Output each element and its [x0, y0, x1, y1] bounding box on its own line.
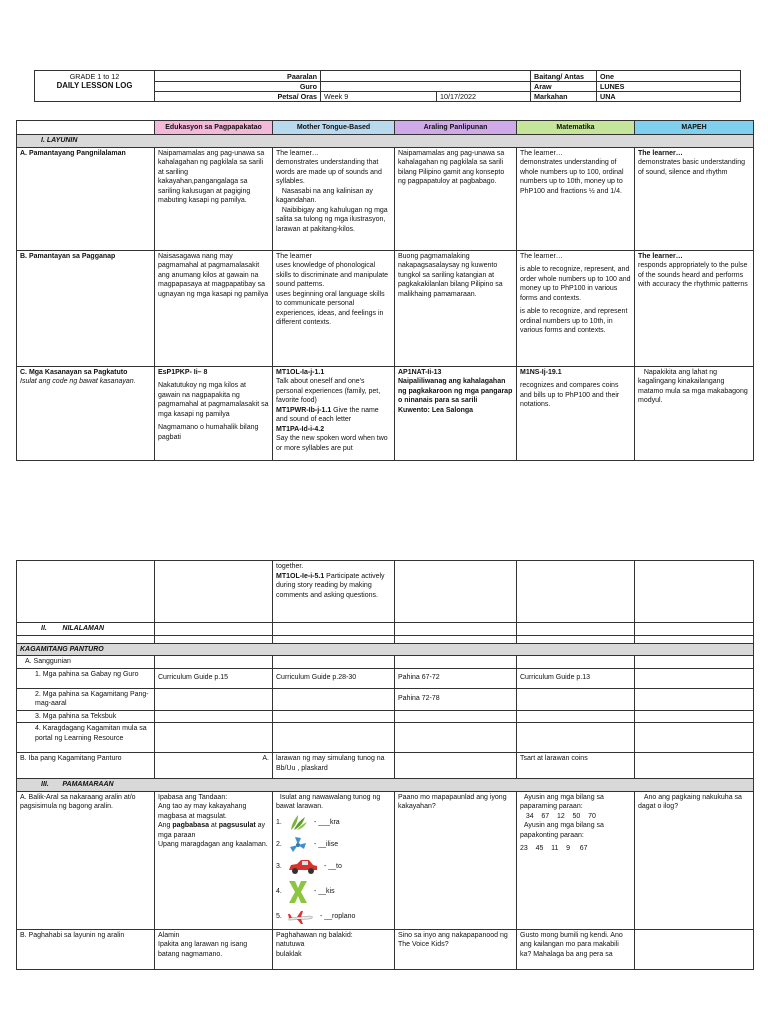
item-number: 5. [276, 912, 282, 920]
b-mat [517, 250, 635, 366]
cont-mtb-code: MT1OL-Ie-i-5.1 [276, 572, 325, 580]
row-kagamitang-pang-mag-aaral [17, 688, 754, 710]
c-mtb [273, 366, 395, 460]
b-ap: Buong pagmamalaking nakapagsasalaysay ng kuwento tungkol sa sariling katangian at pagkakakilanlan bilang Pilipino sa malikhaing pamamaraan. [395, 250, 517, 366]
b-mapeh-2: responds appropriately to the pulse of the sounds heard and performs with accuracy the rhythmic patterns [638, 262, 748, 288]
r4-label: 4. Karagdagang Kagamitan mula sa portal ng Learning Resource [17, 723, 155, 753]
c-mtb-2: Give the name and sound of each letter [276, 406, 379, 423]
row-c-label-cell [17, 366, 155, 460]
b-mtb-2: uses knowledge of phonological skills to discriminate and manipulate sound patterns. [276, 262, 389, 288]
b-mtb-3: uses beginning oral language skills to communicate personal experiences, ideas, and feelings in different contexts. [276, 290, 385, 326]
ra-ap: Paano mo mapapaunlad ang iyong kakayahan? [395, 791, 517, 929]
c-esp-code: EsP1PKP- Ii– 8 [158, 368, 208, 376]
rb-mtb [273, 929, 395, 969]
row-gabay-ng-guro [17, 668, 754, 688]
lesson-log-page-1 [0, 70, 768, 461]
b-kagamitan-mat: Tsart at larawan coins [517, 753, 635, 779]
a-mtb-1: The learner… [276, 149, 319, 157]
c-mat-code: M1NS-Ij-19.1 [520, 368, 562, 376]
row-learning-resource [17, 723, 754, 753]
item-number: 2. [276, 840, 282, 848]
r1-label: 1. Mga pahina sa Gabay ng Guro [17, 668, 155, 688]
c-mtb-code-3: MT1PA-Id-i-4.2 [276, 425, 325, 433]
cont-mtb-2: Participate actively during story reading by making comments and asking questions. [276, 572, 385, 599]
grade-label: GRADE 1 to 12 [69, 72, 120, 82]
rb-esp-1: Alamin [158, 931, 180, 939]
continuation-row [17, 561, 754, 623]
c-mat [517, 366, 635, 460]
b-mat-2: is able to recognize, represent, and order whole numbers up to 100 and money up to PhP100 in various forms and contexts. [520, 266, 631, 302]
a-mat [517, 147, 635, 250]
a-mapeh-2: demonstrates basic understanding of sound, silence and rhythm [638, 159, 746, 176]
rb-mat: Gusto mong bumili ng kendi. Ano ang kailangan mo para makabili ka? Mahalaga ba ang pera sa [517, 929, 635, 969]
c-mtb-code-1: MT1OL-Ia-j-1.1 [276, 368, 325, 376]
markahan-label: Markahan [531, 92, 597, 102]
item-number: 4. [276, 887, 282, 895]
item-text: - __to [324, 862, 342, 870]
ra-mat-4: 23 45 11 9 67 [520, 845, 588, 852]
leaf-icon [286, 814, 310, 832]
x-mark-icon [286, 879, 310, 905]
column-header-row [17, 121, 754, 135]
b-mat-3: is able to recognize, and represent ordinal numbers up to 10th, in various forms and contexts. [520, 308, 628, 334]
row-c-sublabel: Isulat ang code ng bawat kasanayan. [20, 378, 136, 385]
a-mtb-4: Naibibigay ang kahulugan ng mga salita sa tulong ng mga ilustrasyon, larawan at pakitang-kilos. [276, 206, 390, 233]
ra-mtb-item-5 [276, 906, 391, 928]
petsa-label: Petsa/ Oras [155, 92, 321, 102]
c-mtb-code-2: MT1PWR-Ib-j-1.1 [276, 406, 332, 414]
nilalaman-heading: II. NILALAMAN [17, 623, 155, 636]
ra-esp-3c: at [208, 822, 219, 829]
ra-esp-4: Upang maragdagan ang kaalaman. [158, 841, 268, 848]
grade-cell [35, 71, 155, 92]
ra-mtb-item-3 [276, 856, 391, 878]
c-esp-1: Nakatutukoy ng mga kilos at gawain na nagpapakita ng pagmamahal at pagmamalasakit sa mga kasapi ng pamilya [158, 382, 269, 418]
rb-mtb-2: natutuwa [276, 941, 305, 948]
log-title: DAILY LESSON LOG [56, 81, 133, 91]
ra-esp-3d: pagsusulat [218, 822, 256, 829]
item-number: 3. [276, 862, 282, 870]
col-ap: Araling Panlipunan [395, 121, 517, 135]
b-mtb-1: The learner [276, 252, 312, 260]
c-mapeh: Napakikita ang lahat ng kagalingang kinakailangang matamo mula sa mga makabagong modyul. [635, 366, 754, 460]
c-mtb-3: Say the new spoken word when two or more syllables are put [276, 435, 388, 452]
fan-icon [286, 836, 310, 854]
row-a-label: A. Pamantayang Pangnilalaman [17, 147, 155, 250]
row-teksbuk [17, 710, 754, 723]
c-ap-1: Naipaliliwanag ang kahalagahan ng pagkakaroon ng mga pangarap o ninanais para sa sarili [398, 378, 513, 404]
cont-mtb [273, 561, 395, 623]
col-esp: Edukasyon sa Pagpapakatao [155, 121, 273, 135]
r1-ap: Pahina 67-72 [395, 668, 517, 688]
a-mtb-2: demonstrates understanding that words are made up of sounds and syllables. [276, 159, 382, 185]
row-iba-pang-kagamitan [17, 753, 754, 779]
r2-ap: Pahina 72-78 [395, 688, 517, 710]
c-ap-code: AP1NAT-Ii-13 [398, 368, 442, 376]
r1-mat: Curriculum Guide p.13 [517, 668, 635, 688]
item-text: - __roplano [320, 912, 356, 920]
b-mtb [273, 250, 395, 366]
markahan-value: UNA [597, 92, 741, 102]
col-mtb: Mother Tongue-Based [273, 121, 395, 135]
sanggunian-label: A. Sanggunian [17, 656, 155, 669]
araw-value: LUNES [597, 82, 741, 92]
item-number: 1. [276, 818, 282, 826]
ra-mat-3: Ayusin ang mga bilang sa papakonting paraan: [520, 822, 606, 839]
col-mat: Matematika [517, 121, 635, 135]
cont-mtb-1: together. [276, 563, 304, 570]
c-ap [395, 366, 517, 460]
pamamaraan-table [16, 560, 754, 970]
header-table [34, 70, 741, 102]
b-kagamitan-mtb: larawan ng may simulang tunog na Bb/Uu , plaskard [273, 753, 395, 779]
a-mapeh [635, 147, 754, 250]
item-text: - ___kra [314, 818, 340, 826]
row-pamantayan-sa-pagganap [17, 250, 754, 366]
c-esp-2: Nagmamano o humahalik bilang pagbati [158, 424, 259, 441]
paaralan-value [321, 71, 531, 82]
araw-label: Araw [531, 82, 597, 92]
c-mtb-1: Talk about oneself and one's personal experiences (family, pet, favorite food) [276, 378, 381, 404]
a-mtb [273, 147, 395, 250]
b-kagamitan-esp: A. [155, 753, 273, 779]
ra-mtb-item-4 [276, 878, 391, 906]
pamamaraan-heading: III. PAMAMARAAN [17, 779, 754, 792]
row-b-label: B. Pamantayan sa Pagganap [17, 250, 155, 366]
b-mat-1: The learner… [520, 252, 563, 260]
ra-esp-2: Ang tao ay may kakayahang magbasa at magsulat. [158, 803, 247, 820]
b-esp: Naisasagawa nang may pagmamahal at pagmamalasakit ang anumang kilos at gawain na magpapasaya at magpapatibay sa ugnayan ng mga kasapi ng pamilya [155, 250, 273, 366]
item-text: - __kis [314, 887, 335, 895]
car-icon [286, 858, 320, 876]
ra-mtb-item-1 [276, 812, 391, 834]
r3-label: 3. Mga pahina sa Teksbuk [17, 710, 155, 723]
b-mapeh-1: The learner… [638, 252, 683, 260]
airplane-icon [286, 908, 316, 926]
ra-esp-3b: pagbabasa [172, 822, 209, 829]
week-value: Week 9 [321, 92, 437, 102]
b-kagamitan-label: B. Iba pang Kagamitang Panturo [17, 753, 155, 779]
r1-mtb: Curriculum Guide p.28-30 [273, 668, 395, 688]
layunin-table [16, 120, 754, 461]
a-ap: Naipamamalas ang pag-unawa sa kahalagahan ng pagkilala sa sarili bilang Pilipino gamit ang konsepto ng pagpapatuloy at pagbabago. [395, 147, 517, 250]
a-mat-2: demonstrates understanding of whole numbers up to 100, ordinal numbers up to 10th, money up to PhP100 and fractions ½ and 1/4. [520, 159, 624, 195]
c-esp [155, 366, 273, 460]
item-text: - __ilise [314, 840, 339, 848]
c-ap-2: Kuwento: Lea Salonga [398, 406, 474, 414]
lesson-log-page-2 [0, 560, 768, 970]
ra-mtb-item-2 [276, 834, 391, 856]
ra-esp-1: Ipabasa ang Tandaan: [158, 793, 228, 801]
ra-mapeh: Ano ang pagkaing nakukuha sa dagat o ilog? [635, 791, 754, 929]
paaralan-label: Paaralan [155, 71, 321, 82]
ra-esp [155, 791, 273, 929]
row-c-label: C. Mga Kasanayan sa Pagkatuto [20, 368, 128, 376]
ra-mtb [273, 791, 395, 929]
r2-label: 2. Mga pahina sa Kagamitang Pang-mag-aaral [17, 688, 155, 710]
r1-esp: Curriculum Guide p.15 [155, 668, 273, 688]
b-mapeh [635, 250, 754, 366]
row-mga-kasanayan [17, 366, 754, 460]
ra-mtb-head: Isulat ang nawawalang tunog ng bawat larawan. [276, 793, 383, 810]
row-paghahabi [17, 929, 754, 969]
a-esp: Naipamamalas ang pag-unawa sa kahalagahan ng pagkilala sa sarili at sariling kakayahan,pangangalaga sa sariling kalusugan at pagiging mabuting kasapi ng pamilya. [155, 147, 273, 250]
layunin-heading: I. LAYUNIN [17, 135, 754, 148]
rb-label: B. Paghahabi sa layunin ng aralin [17, 929, 155, 969]
baitang-value: One [597, 71, 741, 82]
ra-mat-1: Ayusin ang mga bilang sa paparaming paraan: [520, 793, 606, 810]
c-mat-1: recognizes and compares coins and bills up to PhP100 and their notations. [520, 382, 620, 408]
a-mapeh-1: The learner… [638, 149, 683, 157]
rb-esp-2: Ipakita ang larawan ng isang batang nagmamano. [158, 941, 248, 958]
ra-mat-2: 34 67 12 50 70 [520, 812, 596, 820]
rb-ap: Sino sa inyo ang nakapapanood ng The Voice Kids? [395, 929, 517, 969]
rb-mtb-1: Paghahawan ng balakid: [276, 931, 353, 939]
ra-esp-3e: ay mga paraan [158, 822, 266, 839]
a-mtb-3: Nasasabi na ang kalinisan ay kagandahan. [276, 187, 375, 204]
kagamitan-heading: KAGAMITANG PANTURO [17, 643, 754, 656]
col-mapeh: MAPEH [635, 121, 754, 135]
guro-value [321, 82, 531, 92]
ra-esp-3a: Ang [158, 822, 173, 829]
guro-label: Guro [155, 82, 321, 92]
row-pamantayang-pangnilalaman [17, 147, 754, 250]
row-balik-aral [17, 791, 754, 929]
ra-mat [517, 791, 635, 929]
baitang-label: Baitang/ Antas [531, 71, 597, 82]
rb-esp [155, 929, 273, 969]
ra-label: A. Balik-Aral sa nakaraang aralin at/o pagsisimula ng bagong aralin. [17, 791, 155, 929]
rb-mtb-3: bulaklak [276, 950, 302, 958]
a-mat-1: The learner… [520, 149, 563, 157]
date-value: 10/17/2022 [437, 92, 531, 102]
